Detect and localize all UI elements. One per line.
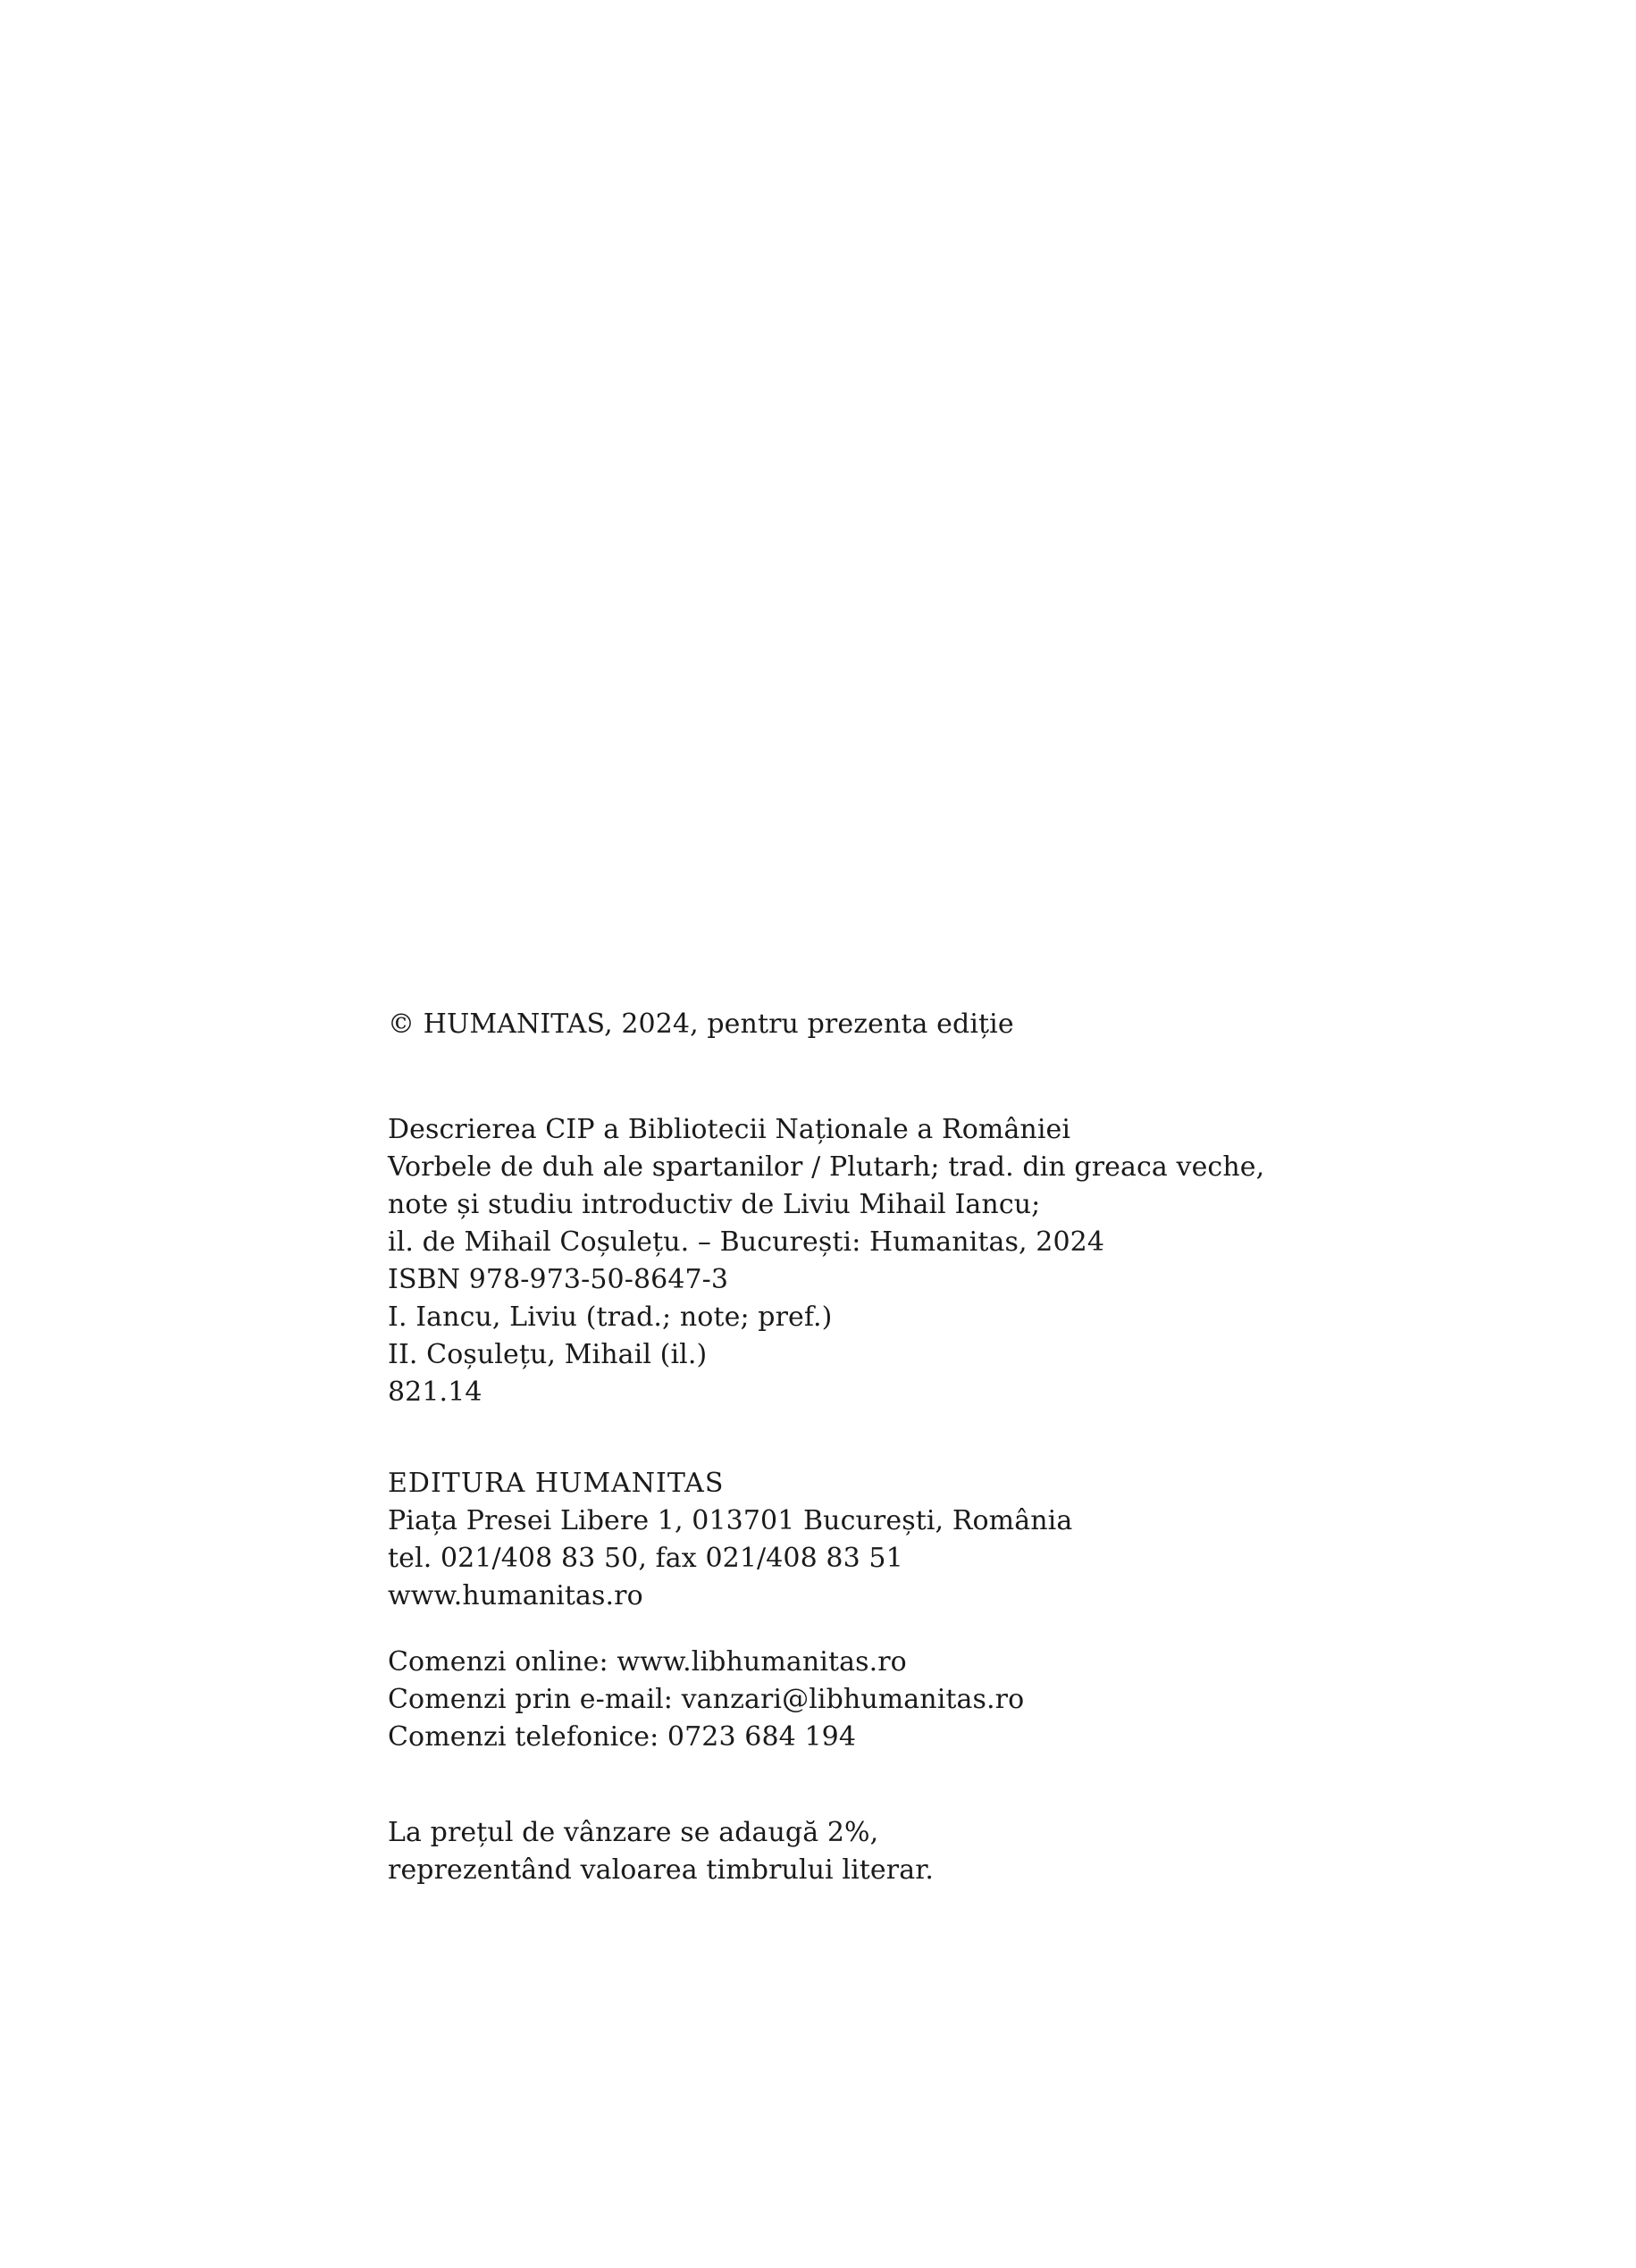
cip-isbn: ISBN 978-973-50-8647-3 <box>388 1264 729 1295</box>
orders-info <box>388 1644 1371 1756</box>
cip-illustrator: II. Coșulețu, Mihail (il.) <box>388 1339 708 1370</box>
stamp-notice-line-2: reprezentând valoarea timbrului literar. <box>388 1854 934 1886</box>
cip-description <box>388 1111 1371 1411</box>
cip-title-line: Vorbele de duh ale spartanilor / Plutarh; trad. din greaca veche, <box>388 1151 1265 1183</box>
cip-imprint-line: il. de Mihail Coșulețu. – București: Humanitas, 2024 <box>388 1226 1105 1258</box>
orders-phone: Comenzi telefonice: 0723 684 194 <box>388 1721 857 1753</box>
copyright-notice <box>388 1006 1371 1043</box>
publisher-address: Piața Presei Libere 1, 013701 București, România <box>388 1505 1073 1536</box>
publisher-website: www.humanitas.ro <box>388 1580 643 1611</box>
cip-translator: I. Iancu, Liviu (trad.; note; pref.) <box>388 1301 833 1333</box>
stamp-notice-line-1: La prețul de vânzare se adaugă 2%, <box>388 1817 879 1848</box>
publisher-info <box>388 1465 1371 1615</box>
cip-classification: 821.14 <box>388 1377 482 1408</box>
cip-heading: Descrierea CIP a Bibliotecii Naționale a României <box>388 1114 1071 1145</box>
literary-stamp-notice <box>388 1814 1371 1889</box>
publisher-phone-fax: tel. 021/408 83 50, fax 021/408 83 51 <box>388 1543 903 1574</box>
copyright-line: © HUMANITAS, 2024, pentru prezenta ediție <box>388 1008 1014 1040</box>
publisher-name: EDITURA HUMANITAS <box>388 1468 725 1499</box>
orders-online: Comenzi online: www.libhumanitas.ro <box>388 1646 907 1678</box>
cip-notes-line: note și studiu introductiv de Liviu Mihail Iancu; <box>388 1189 1041 1220</box>
orders-email: Comenzi prin e-mail: vanzari@libhumanitas.ro <box>388 1684 1025 1715</box>
